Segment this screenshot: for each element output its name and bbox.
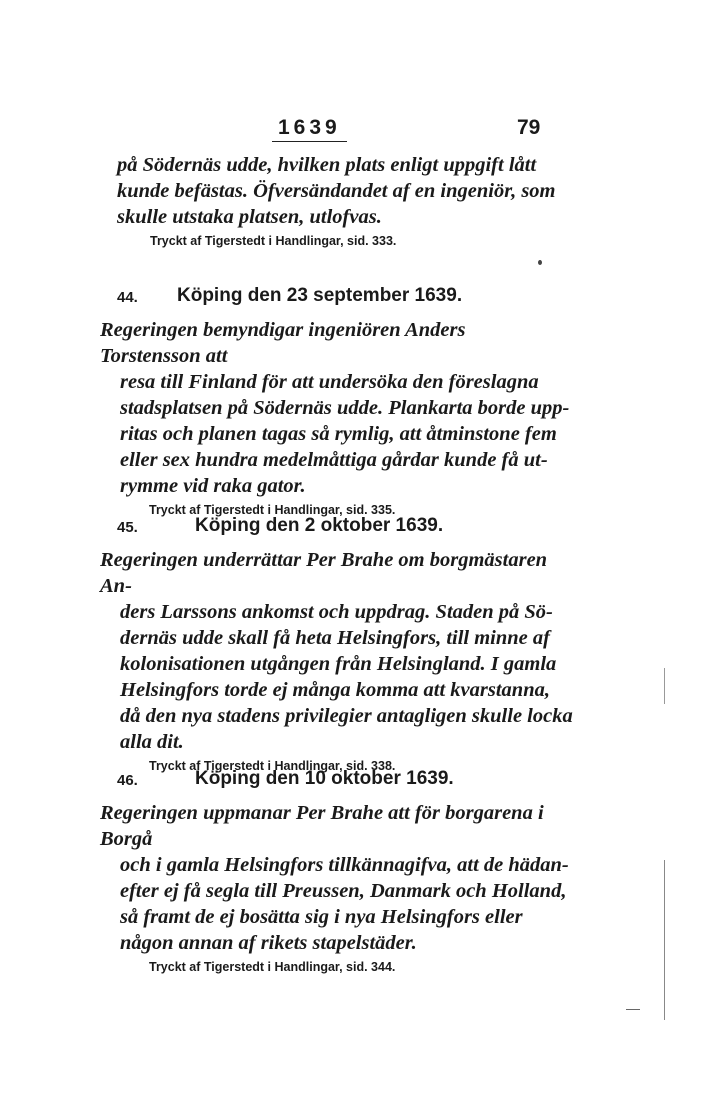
source-note: Tryckt af Tigerstedt i Handlingar, sid. 338. (149, 759, 396, 773)
text-line: alla dit. (120, 731, 184, 753)
scan-artifact-line (664, 668, 665, 704)
entry-title: Köping den 10 oktober 1639. (195, 768, 454, 789)
entry-number: 46. (117, 772, 138, 789)
running-head-year: 1639 (272, 116, 347, 142)
continuation-block (117, 152, 567, 250)
text-line: då den nya stadens privilegier antagligen skulle locka (120, 705, 573, 727)
text-line: Regeringen uppmanar Per Brahe att för borgarena i Borgå (100, 802, 544, 850)
entry-heading-44 (0, 285, 708, 315)
continuation-text (117, 152, 567, 230)
entry-body-44 (100, 317, 570, 519)
text-line: efter ej få segla till Preussen, Danmark och Holland, (120, 880, 567, 902)
stray-mark (538, 260, 542, 265)
entry-body-45 (100, 547, 580, 775)
source-note: Tryckt af Tigerstedt i Handlingar, sid. 335. (149, 503, 396, 517)
text-line: kolonisationen utgången från Helsingland. I gamla (120, 653, 557, 675)
entry-body-46 (100, 800, 580, 976)
running-head (0, 116, 708, 146)
source-note: Tryckt af Tigerstedt i Handlingar, sid. 333. (150, 234, 397, 248)
entry-title: Köping den 23 september 1639. (177, 285, 463, 306)
scan-artifact-line (664, 860, 665, 1020)
text-line: Regeringen bemyndigar ingeniören Anders Torstensson att (100, 319, 466, 367)
text-line: rymme vid raka gator. (120, 475, 306, 497)
text-line: Regeringen underrättar Per Brahe om borgmästaren An- (100, 549, 548, 597)
text-line: resa till Finland för att undersöka den föreslagna (120, 371, 539, 393)
text-line: och i gamla Helsingfors tillkännagifva, att de hädan- (120, 854, 569, 876)
scan-artifact-dash (626, 1009, 640, 1010)
text-line: på Södernäs udde, hvilken plats enligt uppgift lått (117, 154, 537, 176)
entry-text (100, 800, 580, 956)
text-line: ders Larssons ankomst och uppdrag. Staden på Sö- (120, 601, 553, 623)
text-line: eller sex hundra medelmåttiga gårdar kunde få ut- (120, 449, 548, 471)
entry-heading-45 (0, 515, 708, 545)
entry-title: Köping den 2 oktober 1639. (195, 515, 444, 536)
text-line: Helsingfors torde ej många komma att kvarstanna, (120, 679, 550, 701)
entry-heading-46 (0, 768, 708, 798)
text-line: så framt de ej bosätta sig i nya Helsingfors eller (120, 906, 523, 928)
text-line: kunde befästas. Öfversändandet af en ingeniör, som (117, 180, 556, 202)
source-note: Tryckt af Tigerstedt i Handlingar, sid. 344. (149, 960, 396, 974)
page-number: 79 (517, 116, 541, 139)
text-line: ritas och planen tagas så rymlig, att åtminstone fem (120, 423, 557, 445)
text-line: någon annan af rikets stapelstäder. (120, 932, 417, 954)
text-line: stadsplatsen på Södernäs udde. Plankarta borde upp- (120, 397, 570, 419)
entry-number: 44. (117, 289, 138, 306)
entry-number: 45. (117, 519, 138, 536)
entry-text (100, 547, 580, 755)
entry-text (100, 317, 570, 499)
text-line: skulle utstaka platsen, utlofvas. (117, 206, 382, 228)
text-line: dernäs udde skall få heta Helsingfors, till minne af (120, 627, 550, 649)
